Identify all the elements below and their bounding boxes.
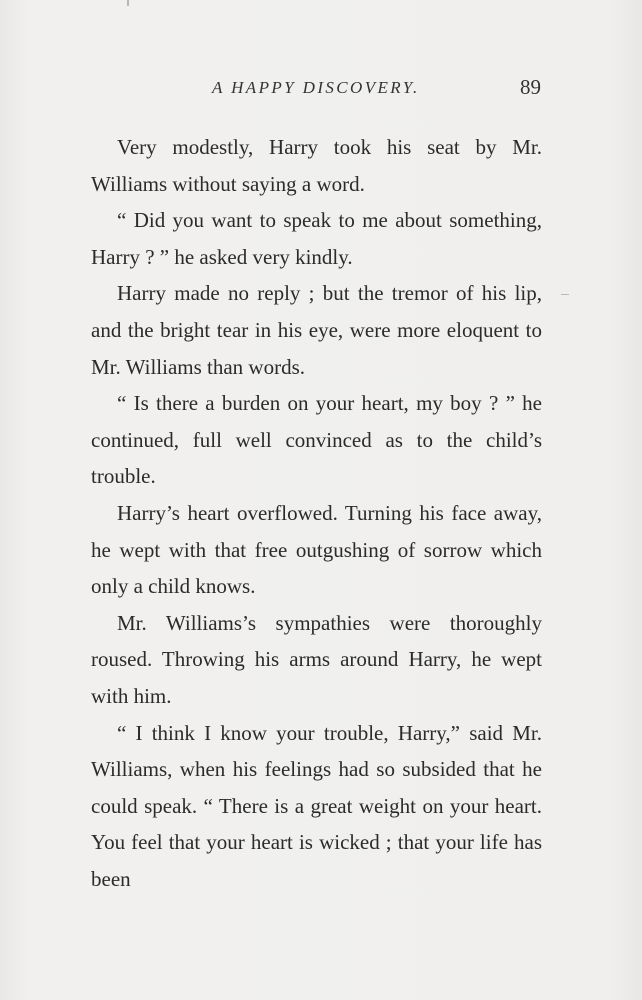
paragraph-4: “ Is there a burden on your heart, my boy ? ” he continued, full well convinced as to the child’s trouble. [91,391,542,489]
stray-mark-margin [561,294,569,295]
paragraph-5: Harry’s heart overflowed. Turning his face away, he wept with that free outgushing of sorrow which only a child knows. [91,500,542,599]
paragraph-6: Mr. Williams’s sympathies were thoroughly roused. Throwing his arms around Harry, he wept with him. [91,610,542,708]
running-head [0,75,642,106]
paragraph-3: Harry made no reply ; but the tremor of his lip, and the bright tear in his eye, were more eloquent to Mr. Williams than words. [91,281,542,379]
paragraph-7: “ I think I know your trouble, Harry,” said Mr. Williams, when his feelings had so subsided that he could speak. “ There is a great weight on your heart. You feel that your heart is wicked ; that your life has been [91,720,542,891]
paragraph-2: “ Did you want to speak to me about something, Harry ? ” he asked very kindly. [91,208,542,269]
body-text [91,129,542,897]
stray-mark-top [127,0,129,6]
paragraph-1: Very modestly, Harry took his seat by Mr. Williams without saying a word. [91,135,542,196]
page-number: 89 [520,75,541,99]
running-title: A HAPPY DISCOVERY. [212,78,420,97]
